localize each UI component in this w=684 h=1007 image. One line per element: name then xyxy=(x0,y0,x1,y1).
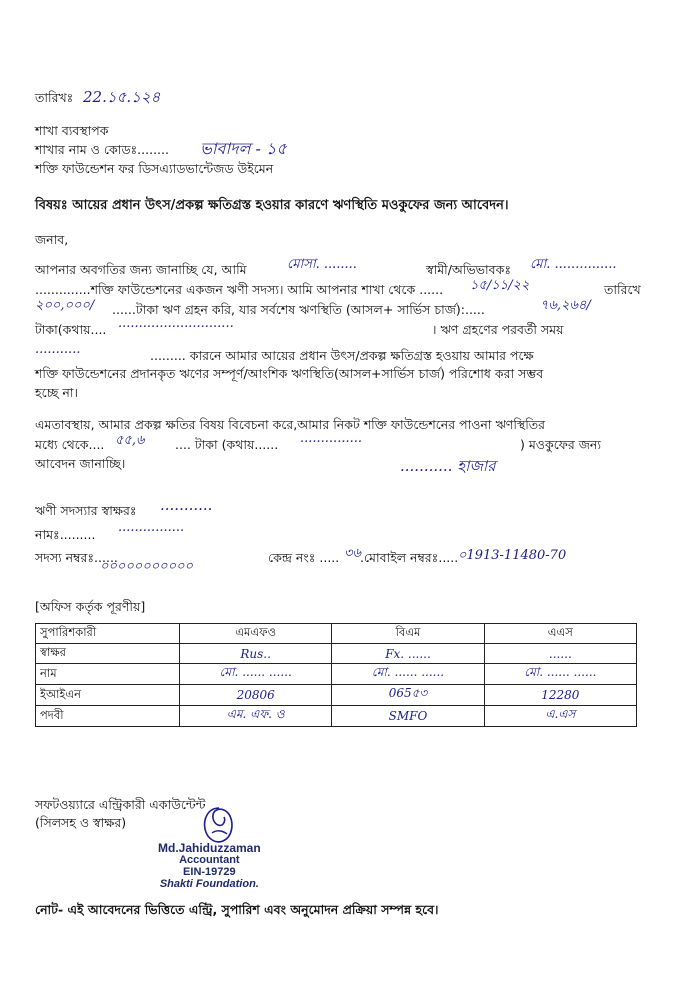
office-note: [অফিস কর্তৃক পূরণীয়] xyxy=(35,599,146,614)
footnote: নোট- এই আবেদনের ভিত্তিতে এন্ট্রি, সুপারিশ এবং অনুমোদন প্রক্রিয়া সম্পন্ন হবে। xyxy=(35,902,439,917)
mfo-ein: 20806 xyxy=(236,688,275,702)
mfo-signature: Rus.. xyxy=(240,646,271,661)
member-name-label: নামঃ......... xyxy=(35,527,96,542)
body-text: ......... কারনে আমার আয়ের প্রধান উৎস/প্রকল্প ক্ষতিগ্রস্ত হওয়ায় আমার পক্ষে xyxy=(150,348,534,363)
body-text: টাকা(কথায়.... xyxy=(35,322,107,337)
body-text: । ঋণ গ্রহণের পরবর্তী সময় xyxy=(432,322,564,337)
bm-designation: SMFO xyxy=(388,709,428,723)
body-text: তারিখে xyxy=(604,282,641,297)
accountant-stamp xyxy=(158,842,261,890)
bm-name: মো. ...... ...... xyxy=(371,665,445,679)
waiver-in-words-continued: ........... হাজার xyxy=(400,457,496,475)
table-row xyxy=(36,644,637,664)
stamp-title: Accountant xyxy=(179,854,240,866)
table-header-cell: এমএফও xyxy=(180,624,332,644)
body-text: .... টাকা (কথায়...... xyxy=(175,437,279,452)
mfo-name: মো. ...... ...... xyxy=(219,665,292,679)
table-header-cell: সুপারিশকারী xyxy=(36,624,180,644)
bm-signature: Fx. ...... xyxy=(385,646,431,661)
accountant-title: সফটওয়্যারে এন্ট্রিকারী একাউন্টেন্ট xyxy=(35,797,206,812)
as-name: মো. ...... ...... xyxy=(524,665,597,679)
member-number: ০০০০০০০০০০০ xyxy=(100,559,193,574)
body-text: শক্তি ফাউন্ডেশনের প্রদানকৃত ঋণের সম্পূর্ণ/আংশিক ঋণস্থিতি(আসল+সার্ভিস চার্জ) পরিশোধ করা সম্ভব xyxy=(35,366,544,381)
table-row xyxy=(36,706,637,727)
loan-balance: ৭৬,২৬৪/ xyxy=(540,298,591,313)
salutation: জনাব, xyxy=(35,232,69,247)
loan-date: ১৫/১১/২২ xyxy=(470,278,530,293)
as-ein: 12280 xyxy=(541,688,580,702)
body-text: মধ্যে থেকে.... xyxy=(35,437,105,452)
loan-amount: ২০০,০০০/ xyxy=(35,298,95,313)
accountant-note: (সিলসহ ও স্বাক্ষর) xyxy=(35,815,127,830)
table-row xyxy=(36,664,637,685)
row-label: স্বাক্ষর xyxy=(36,644,180,664)
stamp-name: Md.Jahiduzzaman xyxy=(158,841,261,855)
subject-line: বিষয়ঃ আয়ের প্রধান উৎস/প্রকল্প ক্ষতিগ্রস্ত হওয়ার কারণে ঋণস্থিতি মওকুফের জন্য আবেদন। xyxy=(35,198,509,213)
date-value: 22.১৫.১২৪ xyxy=(83,88,161,106)
member-number-label: সদস্য নম্বরঃ...... xyxy=(35,550,118,565)
balance-in-words: ............................ xyxy=(118,316,234,331)
body-text: এমতাবস্থায়, আমার প্রকল্প ক্ষতির বিষয় বিবেচনা করে,আমার নিকট শক্তি ফাউন্ডেশনের পাওনা ঋণস্থিতির xyxy=(35,417,546,432)
body-text: ..............শক্তি ফাউন্ডেশনের একজন ঋণী সদস্য। আমি আপনার শাখা থেকে ...... xyxy=(35,282,444,297)
body-text: স্বামী/অভিভাবকঃ xyxy=(426,262,511,277)
row-label: ইআইএন xyxy=(36,685,180,706)
member-signature-label: ঋণী সদস্যার স্বাক্ষরঃ xyxy=(35,503,137,518)
stamp-ein: EIN-19729 xyxy=(183,866,236,878)
date-label: তারিখঃ xyxy=(35,90,74,105)
table-header-cell: এএস xyxy=(484,624,636,644)
mobile-label: .মোবাইল নম্বরঃ..... xyxy=(360,550,459,565)
organization-name: শক্তি ফাউন্ডেশন ফর ডিসএ্যাডভান্টেজড উইমেন xyxy=(35,161,274,176)
member-name: ................ xyxy=(118,520,185,535)
body-text: হচ্ছে না। xyxy=(35,385,78,400)
as-signature: ...... xyxy=(548,646,572,661)
center-label: কেন্দ্র নংঃ ..... xyxy=(268,550,340,565)
body-text: ) মওকুফের জন্য xyxy=(520,437,602,452)
stamp-org: Shakti Foundation. xyxy=(159,878,259,890)
guardian-name: মো. ............... xyxy=(530,257,617,272)
as-designation: এ.এস xyxy=(545,707,576,721)
table-header-row xyxy=(36,624,637,644)
waiver-in-words: ............... xyxy=(300,431,362,446)
addressee-title: শাখা ব্যবস্থাপক xyxy=(35,123,109,138)
table-header-cell: বিএম xyxy=(332,624,484,644)
body-text: আপনার অবগতির জন্য জানাচ্ছি যে, আমি xyxy=(35,262,247,277)
table-row xyxy=(36,685,637,706)
loss-cause: ........... xyxy=(35,342,81,357)
recommendation-table xyxy=(35,623,637,727)
body-text: ......টাকা ঋণ গ্রহন করি, যার সর্বশেষ ঋণস্থিতি (আসল+ সার্ভিস চার্জ):..... xyxy=(112,302,485,317)
applicant-name: মোসা. ........ xyxy=(287,257,357,272)
waiver-amount: ৫৫,৬ xyxy=(115,433,145,448)
bm-ein: 065৫৩ xyxy=(388,686,428,700)
mfo-designation: এম. এফ. ও xyxy=(226,707,285,721)
row-label: নাম xyxy=(36,664,180,685)
member-signature: ........... xyxy=(160,496,213,514)
mobile-number: ০1913-11480-70 xyxy=(458,548,567,563)
branch-value: ভাবাদল - ১৫ xyxy=(200,139,287,158)
row-label: পদবী xyxy=(36,706,180,727)
center-number: ৩৬ xyxy=(344,546,361,561)
branch-label: শাখার নাম ও কোডঃ........ xyxy=(35,142,169,157)
body-text: আবেদন জানাচ্ছি। xyxy=(35,456,126,471)
